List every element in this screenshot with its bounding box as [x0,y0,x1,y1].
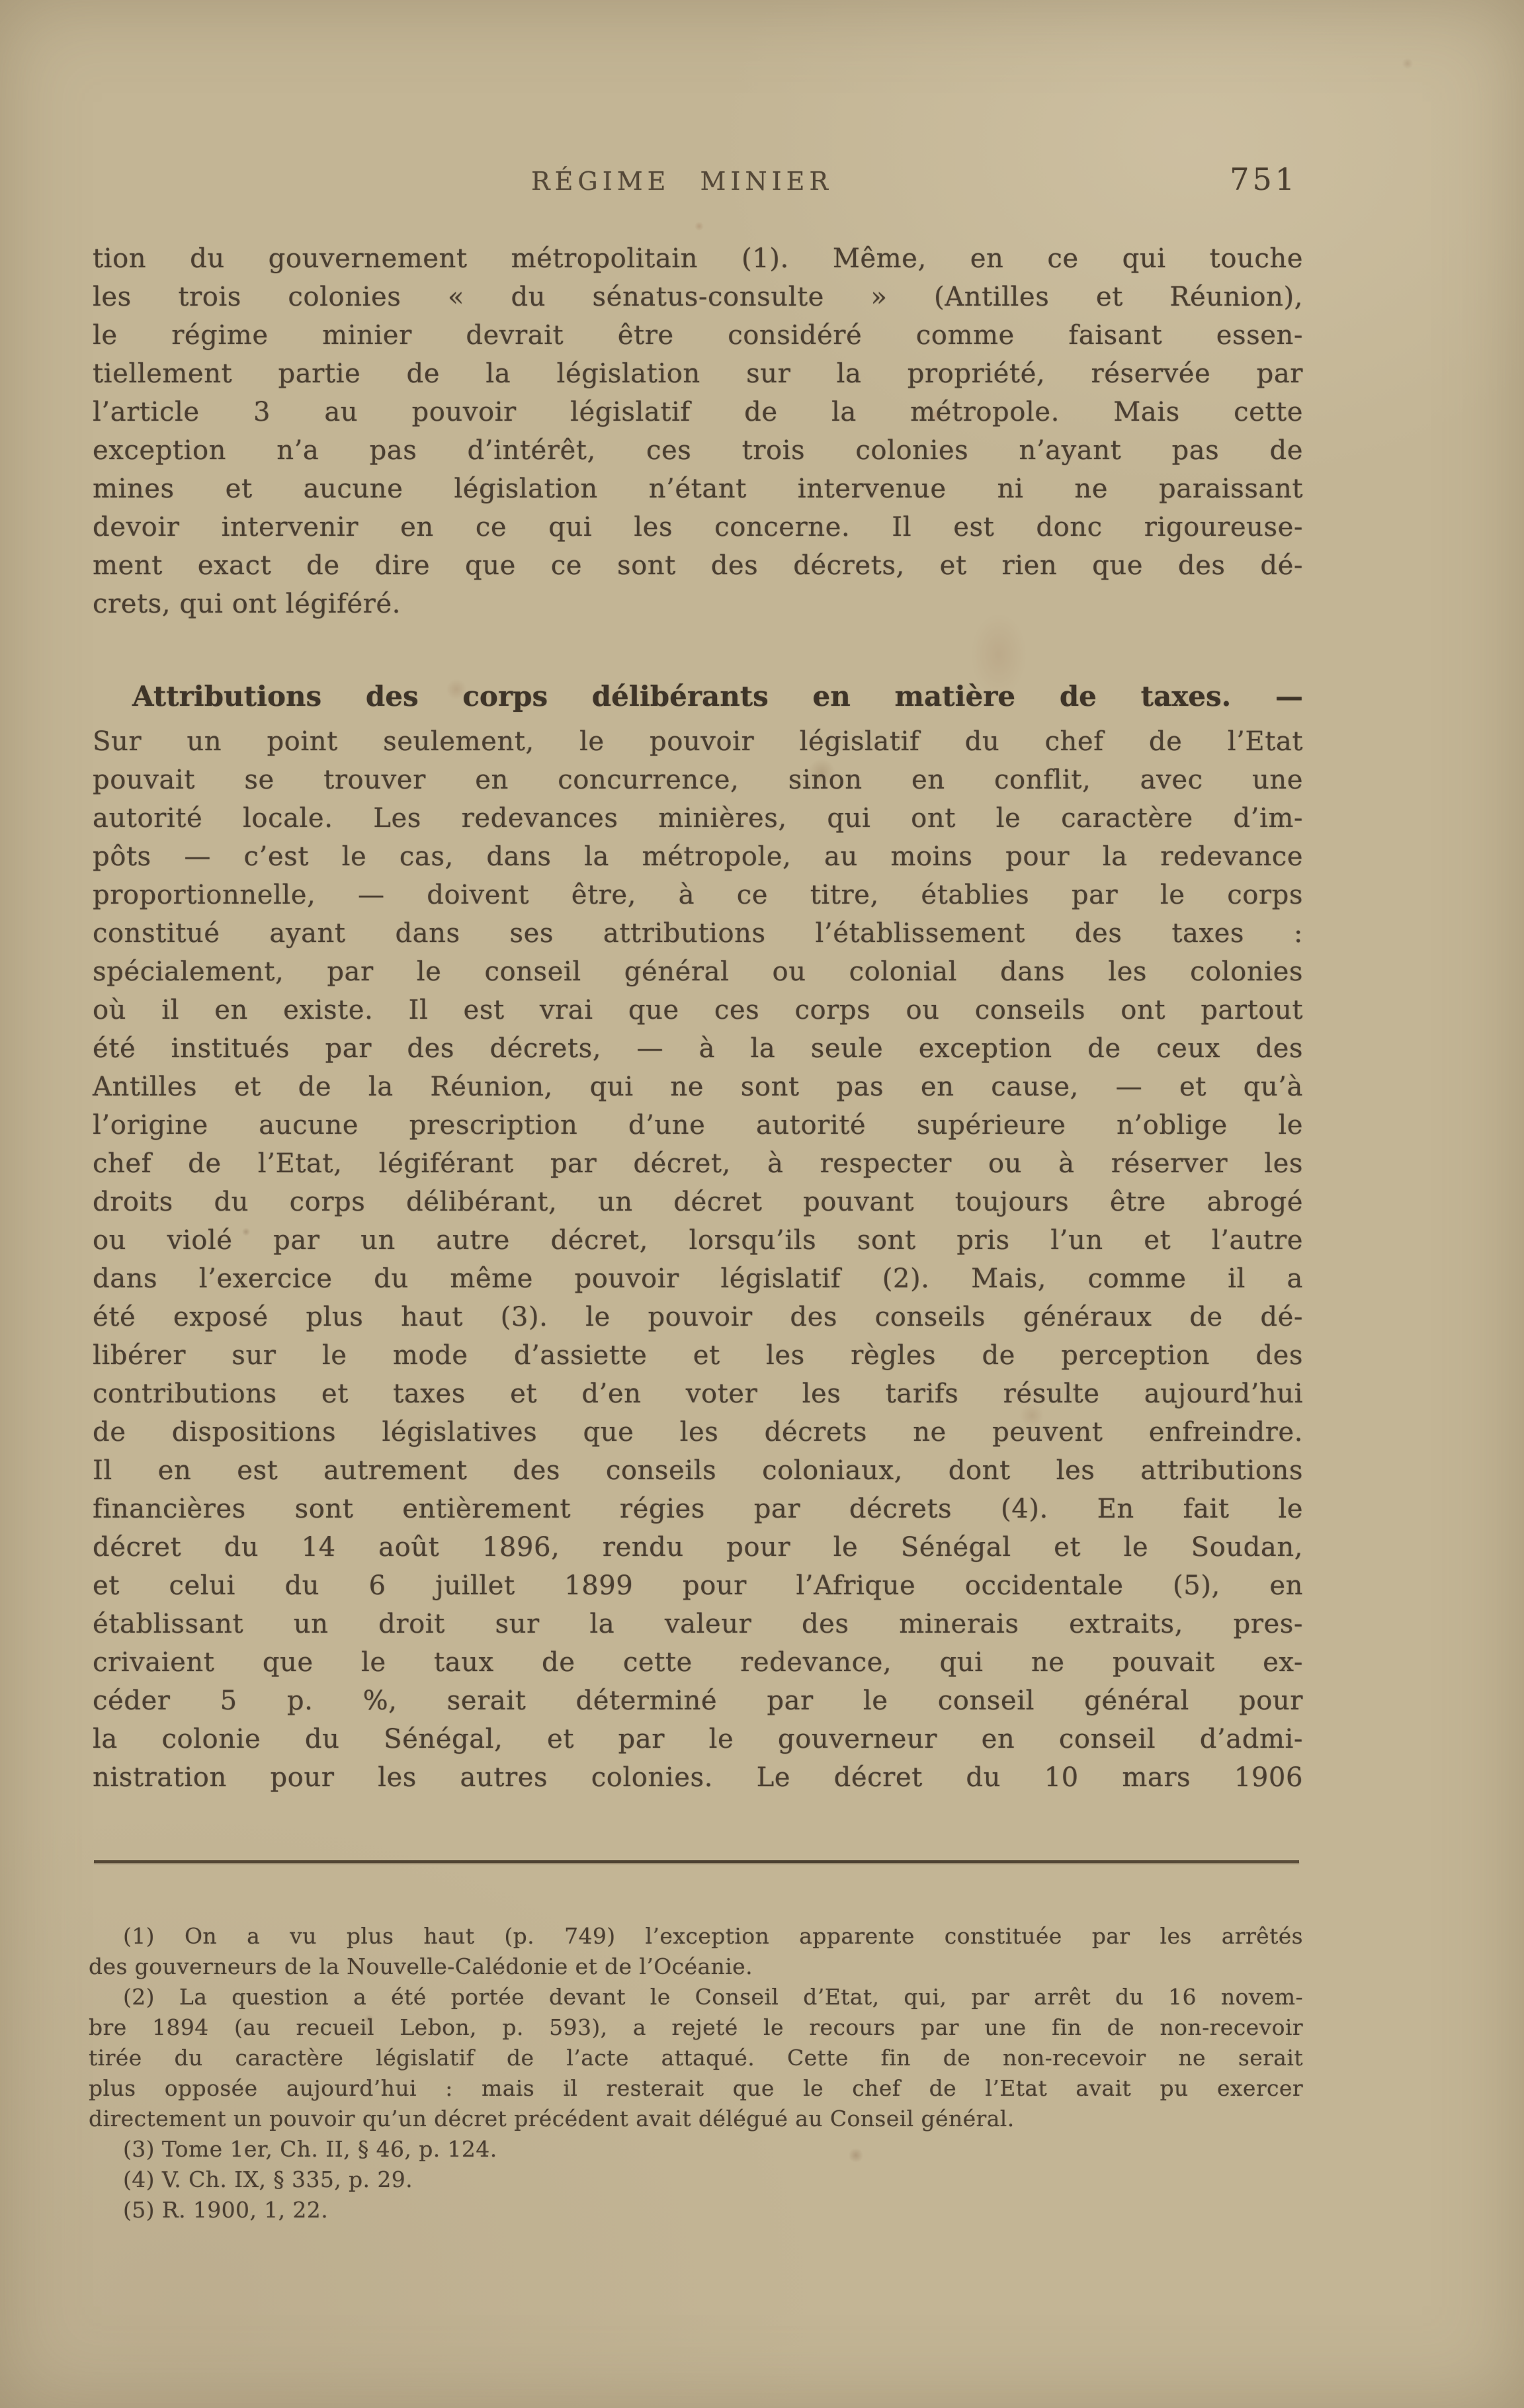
text-line: mines et aucune législation n’étant intervenue ni ne paraissant [93,474,1303,504]
paragraph-continuation [93,239,1303,623]
text-line: financières sont entièrement régies par décrets (4). En fait le [93,1494,1303,1524]
text-line: chef de l’Etat, légiférant par décret, à respecter ou à réserver les [93,1148,1303,1179]
text-line: été institués par des décrets, — à la seule exception de ceux des [93,1033,1303,1064]
text-line: été exposé plus haut (3). le pouvoir des conseils généraux de dé- [93,1302,1303,1332]
page-number: 751 [1230,161,1298,197]
text-line: de dispositions législatives que les décrets ne peuvent enfreindre. [93,1417,1303,1447]
text-line: Il en est autrement des conseils coloniaux, dont les attributions [93,1455,1303,1486]
text-line: droits du corps délibérant, un décret pouvant toujours être abrogé [93,1187,1303,1217]
text-line: l’origine aucune prescription d’une autorité supérieure n’oblige le [93,1110,1303,1140]
footnote-line: (5) R. 1900, 1, 22. [123,2197,329,2223]
paragraph-main [93,722,1303,1797]
footnote-line: tirée du caractère législatif de l’acte attaqué. Cette fin de non-recevoir ne serait [89,2045,1303,2071]
footnote-line: bre 1894 (au recueil Lebon, p. 593), a rejeté le recours par une fin de non-recevoir [89,2014,1303,2040]
text-line: et celui du 6 juillet 1899 pour l’Afrique occidentale (5), en [93,1570,1303,1601]
text-line: établissant un droit sur la valeur des minerais extraits, pres- [93,1609,1303,1639]
footnotes [89,1921,1303,2225]
text-line: ou violé par un autre décret, lorsqu’ils sont pris l’un et l’autre [93,1225,1303,1256]
text-line: les trois colonies « du sénatus-consulte » (Antilles et Réunion), [93,282,1303,312]
page-header [93,163,1303,205]
footnote-separator-rule [94,1860,1299,1863]
footnote-line: (1) On a vu plus haut (p. 749) l’exception apparente constituée par les arrêtés [123,1923,1303,1949]
text-line: où il en existe. Il est vrai que ces corps ou conseils ont partout [93,995,1303,1025]
text-line: tiellement partie de la législation sur la propriété, réservée par [93,359,1303,389]
text-line: crets, qui ont légiféré. [93,589,401,619]
text-line: autorité locale. Les redevances minières, qui ont le caractère d’im- [93,803,1303,834]
text-line: le régime minier devrait être considéré comme faisant essen- [93,320,1303,351]
text-line: exception n’a pas d’intérêt, ces trois colonies n’ayant pas de [93,435,1303,466]
text-line: contributions et taxes et d’en voter les tarifs résulte aujourd’hui [93,1379,1303,1409]
text-line: céder 5 p. %, serait déterminé par le conseil général pour [93,1686,1303,1716]
text-line: nistration pour les autres colonies. Le décret du 10 mars 1906 [93,1762,1303,1793]
text-line: la colonie du Sénégal, et par le gouverneur en conseil d’admi- [93,1724,1303,1754]
footnote-line: (3) Tome 1er, Ch. II, § 46, p. 124. [123,2136,497,2162]
text-line: spécialement, par le conseil général ou colonial dans les colonies [93,957,1303,987]
footnote-line: des gouverneurs de la Nouvelle-Calédonie et de l’Océanie. [89,1954,753,1979]
footnote-line: directement un pouvoir qu’un décret précédent avait délégué au Conseil général. [89,2106,1015,2131]
text-line: l’article 3 au pouvoir législatif de la métropole. Mais cette [93,397,1303,427]
text-line: tion du gouvernement métropolitain (1). Même, en ce qui touche [93,243,1303,274]
footnote-line: (4) V. Ch. IX, § 335, p. 29. [123,2167,413,2192]
text-line: devoir intervenir en ce qui les concerne. Il est donc rigoureuse- [93,512,1303,542]
section-heading: Attributions des corps délibérants en matière de taxes. — [132,680,1303,712]
text-line: Sur un point seulement, le pouvoir législatif du chef de l’Etat [93,726,1303,757]
text-line: Antilles et de la Réunion, qui ne sont pas en cause, — et qu’à [93,1072,1303,1102]
text-line: crivaient que le taux de cette redevance, qui ne pouvait ex- [93,1647,1303,1678]
text-line: ment exact de dire que ce sont des décrets, et rien que des dé- [93,550,1303,581]
text-line: pôts — c’est le cas, dans la métropole, au moins pour la redevance [93,841,1303,872]
text-line: libérer sur le mode d’assiette et les règles de perception des [93,1340,1303,1371]
text-line: constitué ayant dans ses attributions l’établissement des taxes : [93,918,1303,949]
text-line: décret du 14 août 1896, rendu pour le Sénégal et le Soudan, [93,1532,1303,1563]
text-line: proportionnelle, — doivent être, à ce titre, établies par le corps [93,880,1303,910]
footnote-line: (2) La question a été portée devant le Conseil d’Etat, qui, par arrêt du 16 novem- [123,1984,1303,2010]
running-title: RÉGIME MINIER [531,167,833,196]
text-line: pouvait se trouver en concurrence, sinon en conflit, avec une [93,765,1303,795]
footnote-line: plus opposée aujourd’hui : mais il resterait que le chef de l’Etat avait pu exercer [89,2075,1303,2101]
text-line: dans l’exercice du même pouvoir législatif (2). Mais, comme il a [93,1264,1303,1294]
